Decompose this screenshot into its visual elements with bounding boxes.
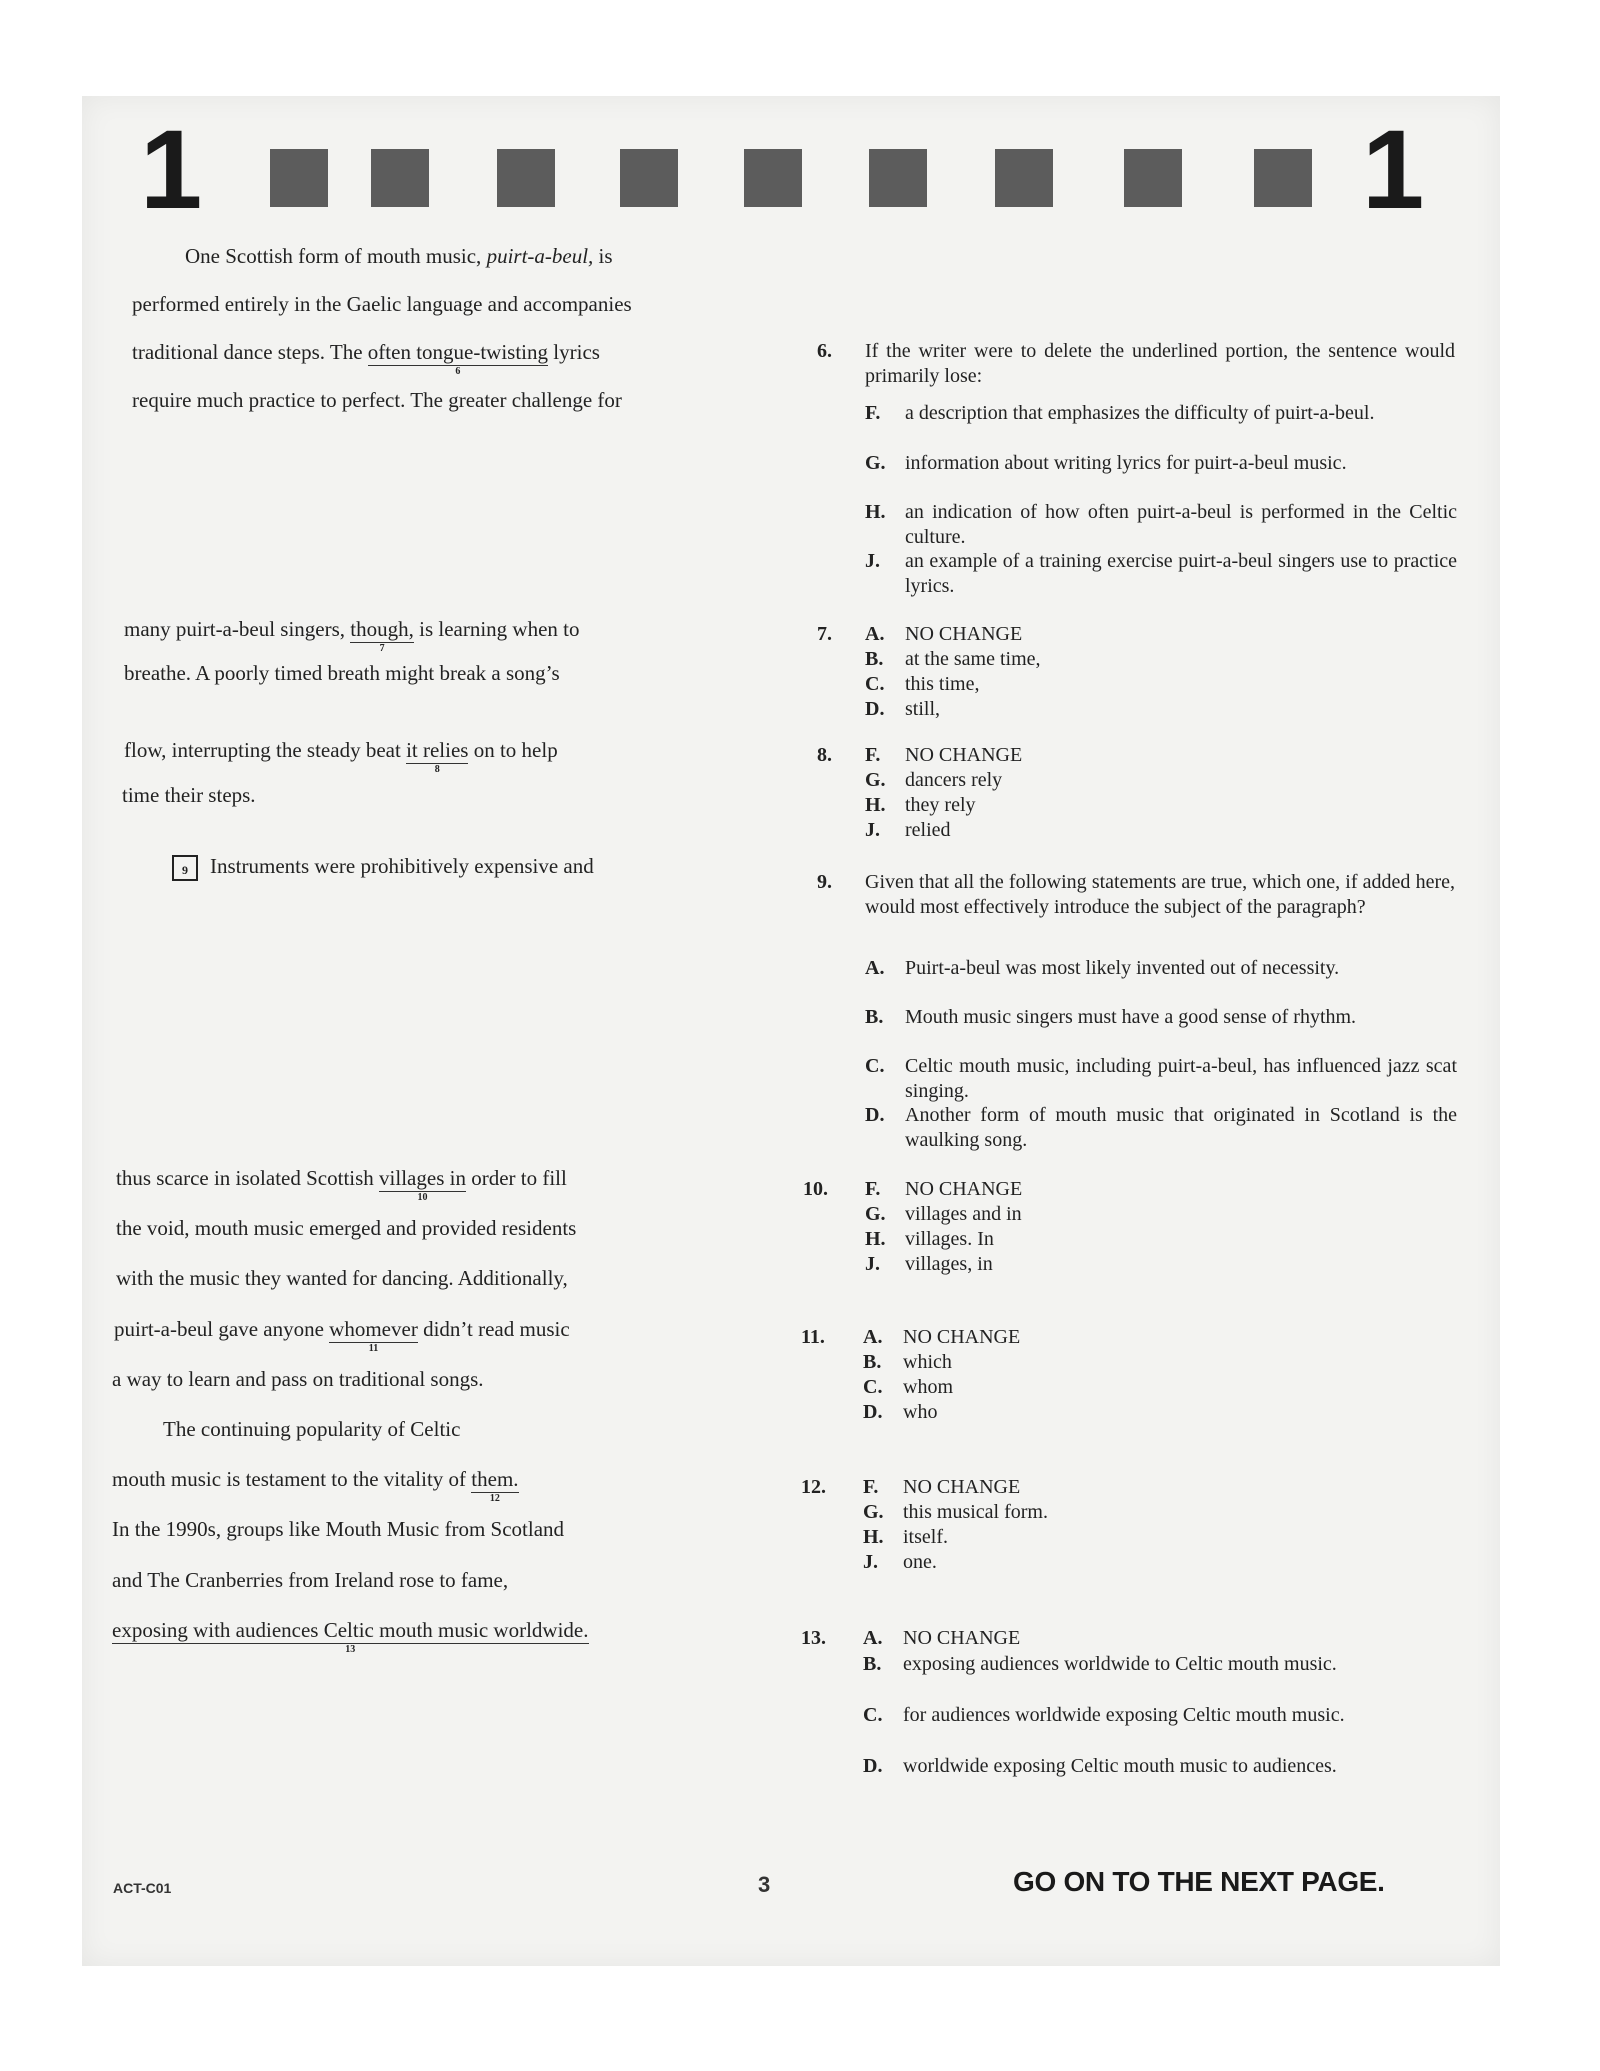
go-on-next-page: GO ON TO THE NEXT PAGE.	[1013, 1866, 1385, 1897]
header-block	[497, 149, 555, 207]
question-7: 7. A. NO CHANGE B. at the same time, C. this time, D. still,	[817, 623, 1041, 720]
underline-6[interactable]: often tongue-twisting 6	[367, 340, 549, 377]
header-block	[995, 149, 1053, 207]
passage-line: performed entirely in the Gaelic language and accompanies	[132, 292, 632, 316]
question-stem: Given that all the following statements are true, which one, if added here, would most effectively introduce the subject of the paragraph?	[865, 871, 1455, 918]
passage-line: traditional dance steps. The often tongue-twisting 6 lyrics	[132, 340, 600, 377]
answer-option-B[interactable]: B. Mouth music singers must have a good sense of rhythm.	[865, 1006, 1357, 1028]
passage-line: require much practice to perfect. The greater challenge for	[132, 388, 622, 412]
page-number: 3	[758, 1872, 771, 1897]
passage-line: and The Cranberries from Ireland rose to fame,	[112, 1568, 509, 1592]
question-number: 7.	[817, 623, 832, 645]
header-block	[270, 149, 328, 207]
question-number: 6.	[817, 340, 832, 362]
passage-line: mouth music is testament to the vitality of them. 12	[112, 1467, 519, 1504]
question-8: 8. F. NO CHANGE G. dancers rely H. they rely J. relied	[817, 744, 1023, 841]
question-12: 12. F. NO CHANGE G. this musical form. H. itself. J. one.	[801, 1476, 1048, 1573]
answer-option-C[interactable]: C. Celtic mouth music, including puirt-a-beul, has influenced jazz scat singing.	[865, 1055, 1457, 1102]
underline-7[interactable]: though, 7	[350, 617, 414, 654]
header-block	[744, 149, 802, 207]
passage-line: thus scarce in isolated Scottish villages in 10 order to fill	[116, 1166, 567, 1203]
answer-option-A[interactable]: A. Puirt-a-beul was most likely invented out of necessity.	[865, 957, 1340, 979]
question-number: 10.	[803, 1178, 828, 1200]
passage-line: flow, interrupting the steady beat it relies 8 on to help	[124, 738, 558, 775]
passage-line: time their steps.	[122, 783, 256, 807]
question-13: 13. A. NO CHANGE B. exposing audiences worldwide to Celtic mouth music. C. for audiences worldwide exposing Celtic mouth music. D. worldwide exposing Celtic mouth music to audiences.	[801, 1626, 1457, 1826]
passage-line: the void, mouth music emerged and provided residents	[116, 1216, 577, 1240]
question-9	[817, 870, 1457, 1160]
header-block	[1254, 149, 1312, 207]
passage-line: with the music they wanted for dancing. Additionally,	[116, 1266, 568, 1290]
underline-8[interactable]: it relies 8	[406, 738, 469, 775]
question-11: 11. A. NO CHANGE B. which C. whom D. who	[801, 1326, 1021, 1423]
passage-line: a way to learn and pass on traditional songs.	[112, 1367, 484, 1391]
header-block	[371, 149, 429, 207]
question-stem: If the writer were to delete the underlined portion, the sentence would primarily lose:	[865, 340, 1455, 387]
question-10: 10. F. NO CHANGE G. villages and in H. villages. In J. villages, in	[803, 1178, 1023, 1275]
form-code: ACT-C01	[113, 1880, 172, 1896]
section-number-right: 1	[1362, 107, 1425, 232]
passage-line: One Scottish form of mouth music, puirt-a-beul, is	[185, 244, 613, 268]
passage-line: 9 Instruments were prohibitively expensive and	[172, 853, 594, 881]
answer-option-J[interactable]: J. an example of a training exercise puirt-a-beul singers use to practice lyrics.	[865, 550, 1457, 597]
answer-option-G[interactable]: G. information about writing lyrics for puirt-a-beul music.	[865, 452, 1347, 474]
underline-13[interactable]: exposing with audiences Celtic mouth music worldwide. 13	[112, 1618, 589, 1655]
answer-option-B[interactable]: B. exposing audiences worldwide to Celtic mouth music.	[863, 1653, 1337, 1675]
question-6	[817, 339, 1457, 599]
underline-12[interactable]: them. 12	[471, 1467, 519, 1504]
underline-11[interactable]: whomever 11	[329, 1317, 418, 1354]
answer-option-F[interactable]: F. a description that emphasizes the difficulty of puirt-a-beul.	[865, 402, 1375, 424]
header-block	[620, 149, 678, 207]
question-number: 11.	[801, 1326, 825, 1348]
question-number: 13.	[801, 1627, 826, 1649]
question-number: 8.	[817, 744, 832, 766]
header-block	[1124, 149, 1182, 207]
answer-option-D[interactable]: D. worldwide exposing Celtic mouth music to audiences.	[863, 1755, 1337, 1777]
passage-line: In the 1990s, groups like Mouth Music from Scotland	[112, 1517, 565, 1541]
question-number: 12.	[801, 1476, 826, 1498]
header-block	[869, 149, 927, 207]
passage-line	[112, 1617, 589, 1655]
answer-option-H[interactable]: H. an indication of how often puirt-a-beul is performed in the Celtic culture.	[865, 501, 1457, 548]
passage-line: puirt-a-beul gave anyone whomever 11 didn’t read music	[114, 1317, 570, 1354]
answer-option-C[interactable]: C. for audiences worldwide exposing Celtic mouth music.	[863, 1704, 1345, 1726]
section-number-left: 1	[140, 107, 203, 232]
underline-10[interactable]: villages in 10	[379, 1166, 466, 1203]
passage-line: breathe. A poorly timed breath might break a song’s	[124, 661, 560, 685]
question-box-9[interactable]: 9	[172, 855, 198, 881]
passage-line: many puirt-a-beul singers, though, 7 is learning when to	[124, 617, 580, 654]
passage-line: The continuing popularity of Celtic	[163, 1417, 461, 1441]
answer-option-D[interactable]: D. Another form of mouth music that originated in Scotland is the waulking song.	[865, 1104, 1457, 1151]
question-number: 9.	[817, 871, 832, 893]
